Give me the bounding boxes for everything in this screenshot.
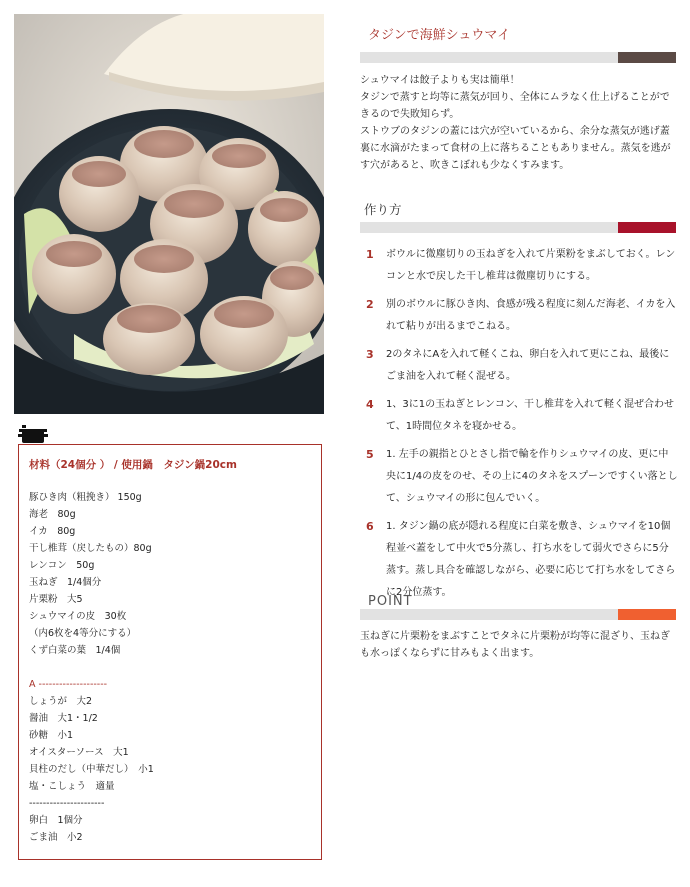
step-number: 1 <box>366 248 374 261</box>
step-number: 6 <box>366 520 374 533</box>
ingredients-title: 材料（24個分 ） / 使用鍋 タジン鍋20cm <box>29 459 237 471</box>
ingredient-item: レンコン 50g <box>29 560 95 571</box>
step-text: 1. 左手の親指とひとさし指で輪を作りシュウマイの皮、更に中央に1/4の皮をのせ、その上に4のタネをスプーンですくい落として、シュウマイの形に包んでいく。 <box>386 449 678 504</box>
step-number: 3 <box>366 348 374 361</box>
point-text <box>360 628 678 662</box>
title-bar-accent <box>618 52 676 63</box>
ingredient-item: 玉ねぎ 1/4個分 <box>29 577 102 588</box>
point-title: POINT <box>368 594 413 609</box>
ingredient-spacer <box>29 659 311 676</box>
step-text: 1、3に1の玉ねぎとレンコン、干し椎茸を入れて軽く混ぜ合わせて、1時間位タネを寝かせる。 <box>386 399 675 432</box>
shumai-photo <box>14 14 324 414</box>
ingredient-item: くず白菜の葉 1/4個 <box>29 645 121 656</box>
ingredients-list <box>29 489 311 846</box>
step-number: 2 <box>366 298 374 311</box>
ingredient-item: 海老 80g <box>29 509 76 520</box>
pot-icon <box>18 424 48 444</box>
step-text: 2のタネにAを入れて軽くこね、卵白を入れて更にこね、最後にごま油を入れて軽く混ぜる。 <box>386 349 670 382</box>
step-item <box>366 244 678 288</box>
step-item <box>366 516 678 604</box>
intro-line: タジンで蒸すと均等に蒸気が回り、全体にムラなく仕上げることができるので失敗知らず。 <box>360 92 670 120</box>
title-bar <box>360 52 676 63</box>
ingredient-item: 砂糖 小1 <box>29 730 74 741</box>
point-body: 玉ねぎに片栗粉をまぶすことでタネに片栗粉が均等に混ざり、玉ねぎも水っぽくならずに甘みもよく出ます。 <box>360 631 670 659</box>
ingredient-item: 片栗粉 大5 <box>29 594 83 605</box>
ingredients-box <box>18 444 322 860</box>
ingredient-divider: ---------------------- <box>29 798 105 809</box>
ingredient-item: ごま油 小2 <box>29 832 83 843</box>
ingredient-item: シュウマイの皮 30枚 <box>29 611 127 622</box>
step-number: 5 <box>366 448 374 461</box>
ingredient-item: オイスターソース 大1 <box>29 747 129 758</box>
step-item <box>366 344 678 388</box>
point-bar <box>360 609 676 620</box>
step-number: 4 <box>366 398 374 411</box>
intro-text <box>360 72 678 174</box>
ingredient-group-a-label: A -------------------- <box>29 679 108 690</box>
point-bar-accent <box>618 609 676 620</box>
step-item <box>366 444 678 510</box>
ingredient-item: 干し椎茸（戻したもの）80g <box>29 543 152 554</box>
ingredient-item: 豚ひき肉（粗挽き） 150g <box>29 492 142 503</box>
step-item <box>366 394 678 438</box>
step-text: 1. タジン鍋の底が隠れる程度に白菜を敷き、シュウマイを10個程並べ蓋をして中火で5分蒸し、打ち水をして弱火でさらに5分蒸す。蒸し具合を確認しながら、必要に応じて打ち水をしてさらに2分位蒸す。 <box>386 521 676 598</box>
ingredient-item: 貝柱のだし（中華だし） 小1 <box>29 764 154 775</box>
step-text: 別のボウルに豚ひき肉、食感が残る程度に刻んだ海老、イカを入れて粘りが出るまでこねる。 <box>386 299 676 332</box>
page-title: タジンで海鮮シュウマイ <box>368 28 511 43</box>
step-text: ボウルに微塵切りの玉ねぎを入れて片栗粉をまぶしておく。レンコンと水で戻した干し椎茸は微塵切りにする。 <box>386 249 676 282</box>
ingredient-item: イカ 80g <box>29 526 76 537</box>
ingredient-item: （内6枚を4等分にする） <box>29 628 137 639</box>
steps-bar-accent <box>618 222 676 233</box>
steps-bar <box>360 222 676 233</box>
ingredient-item: 醤油 大1・1/2 <box>29 713 98 724</box>
intro-line: ストウブのタジンの蓋には穴が空いているから、余分な蒸気が逃げ蓋裏に水滴がたまって食材の上に落ちることもありません。蒸気を逃がす穴があると、吹きこぼれも少なくすみます。 <box>360 126 671 171</box>
ingredient-item: 塩・こしょう 適量 <box>29 781 115 792</box>
steps-list <box>366 244 678 610</box>
ingredient-item: しょうが 大2 <box>29 696 93 707</box>
ingredient-item: 卵白 1個分 <box>29 815 83 826</box>
intro-line: シュウマイは餃子よりも実は簡単！ <box>360 75 520 86</box>
step-item <box>366 294 678 338</box>
steps-title: 作り方 <box>364 202 402 217</box>
shumai-photo-illustration <box>14 14 324 414</box>
